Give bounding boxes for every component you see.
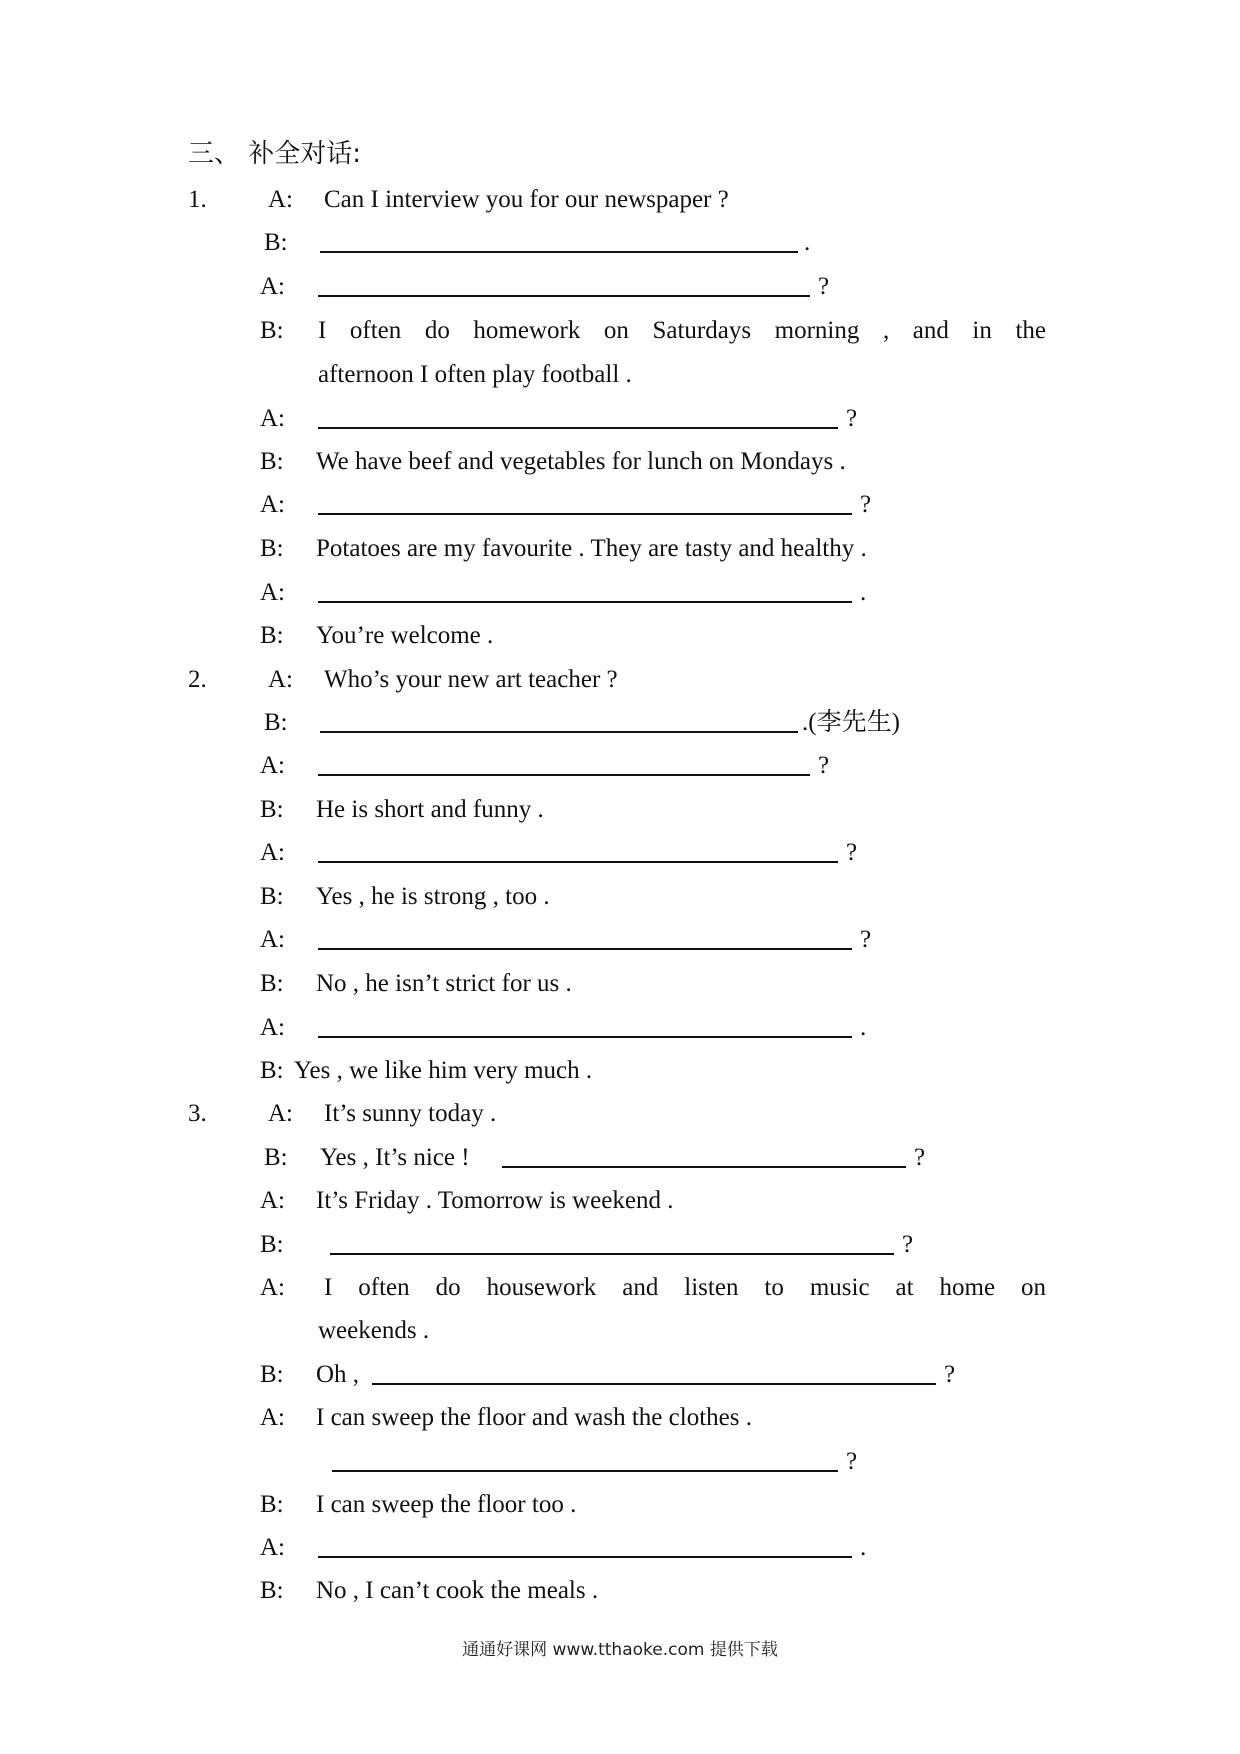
speaker-label: B: [264,1144,288,1171]
dialogue-text: He is short and funny . [316,796,544,823]
speaker-label: B: [264,709,288,736]
speaker-label: A: [268,1100,293,1127]
answer-blank[interactable] [318,267,810,297]
answer-blank[interactable] [318,485,852,515]
speaker-label: B: [260,1231,284,1258]
answer-blank[interactable] [318,833,838,863]
sentence-end: . [860,1014,867,1041]
speaker-label: A: [260,926,285,953]
sentence-end: ? [860,926,872,953]
section-title: 三、 补全对话: [188,139,362,169]
speaker-label: A: [260,1404,285,1431]
answer-blank[interactable] [318,1008,852,1038]
answer-blank[interactable] [318,1528,852,1558]
sentence-end: ? [914,1144,926,1171]
speaker-label: A: [260,491,285,518]
speaker-label: B: [260,1491,284,1518]
dialogue-text: No , I can’t cook the meals . [316,1577,599,1604]
speaker-label: B: [260,535,284,562]
sentence-end: ? [902,1231,914,1258]
speaker-label: B: [260,1361,284,1388]
sentence-end: . [804,229,811,256]
dialogue-text: I often do homework on Saturdays morning , and in the [318,317,1046,344]
answer-blank[interactable] [318,746,810,776]
speaker-label: A: [260,1014,285,1041]
page-footer: 通通好课网 www.tthaoke.com 提供下载 [462,1640,778,1660]
sentence-end: . [860,1534,867,1561]
sentence-end: ? [846,839,858,866]
dialogue-text: Yes , It’s nice ! [320,1144,470,1171]
speaker-label: B: [260,796,284,823]
sentence-end: . [860,579,867,606]
dialogue-text: It’s sunny today . [324,1100,497,1127]
dialogue-text: Yes , we like him very much . [294,1057,593,1084]
answer-blank[interactable] [320,703,798,733]
dialogue-text: Yes , he is strong , too . [316,883,550,910]
speaker-label: B: [260,622,284,649]
dialogue-text: You’re welcome . [316,622,494,649]
speaker-label: B: [260,970,284,997]
speaker-label: A: [260,405,285,432]
answer-blank[interactable] [318,920,852,950]
dialogue-number: 1. [188,186,207,213]
sentence-end: .(李先生) [802,709,900,736]
speaker-label: A: [260,1534,285,1561]
speaker-label: A: [260,1187,285,1214]
sentence-end: ? [944,1361,956,1388]
dialogue-text-continued: weekends . [318,1317,430,1344]
dialogue-number: 2. [188,666,207,693]
speaker-label: B: [260,448,284,475]
dialogue-text: Oh , [316,1361,360,1388]
answer-blank[interactable] [502,1138,906,1168]
sentence-end: ? [846,1448,858,1475]
speaker-label: B: [260,1577,284,1604]
dialogue-text: I often do housework and listen to music at home on [324,1274,1046,1301]
sentence-end: ? [818,273,830,300]
answer-blank[interactable] [320,223,798,253]
dialogue-text: Can I interview you for our newspaper ? [324,186,729,213]
speaker-label: A: [260,839,285,866]
dialogue-text: I can sweep the floor too . [316,1491,577,1518]
speaker-label: A: [260,1274,285,1301]
dialogue-text: Potatoes are my favourite . They are tasty and healthy . [316,535,867,562]
dialogue-text: No , he isn’t strict for us . [316,970,572,997]
dialogue-text: I can sweep the floor and wash the clothes . [316,1404,752,1431]
answer-blank[interactable] [318,399,838,429]
dialogue-number: 3. [188,1100,207,1127]
speaker-label: A: [268,186,293,213]
sentence-end: ? [846,405,858,432]
answer-blank[interactable] [372,1355,936,1385]
answer-blank[interactable] [332,1442,838,1472]
dialogue-text: It’s Friday . Tomorrow is weekend . [316,1187,674,1214]
sentence-end: ? [860,491,872,518]
speaker-label: A: [260,579,285,606]
speaker-label: A: [268,666,293,693]
speaker-label: A: [260,273,285,300]
speaker-label: B: [260,1057,284,1084]
speaker-label: B: [264,229,288,256]
sentence-end: ? [818,752,830,779]
dialogue-text: Who’s your new art teacher ? [324,666,618,693]
speaker-label: A: [260,752,285,779]
answer-blank[interactable] [318,573,852,603]
speaker-label: B: [260,317,284,344]
speaker-label: B: [260,883,284,910]
dialogue-text-continued: afternoon I often play football . [318,361,632,388]
answer-blank[interactable] [330,1225,894,1255]
dialogue-text: We have beef and vegetables for lunch on Mondays . [316,448,846,475]
